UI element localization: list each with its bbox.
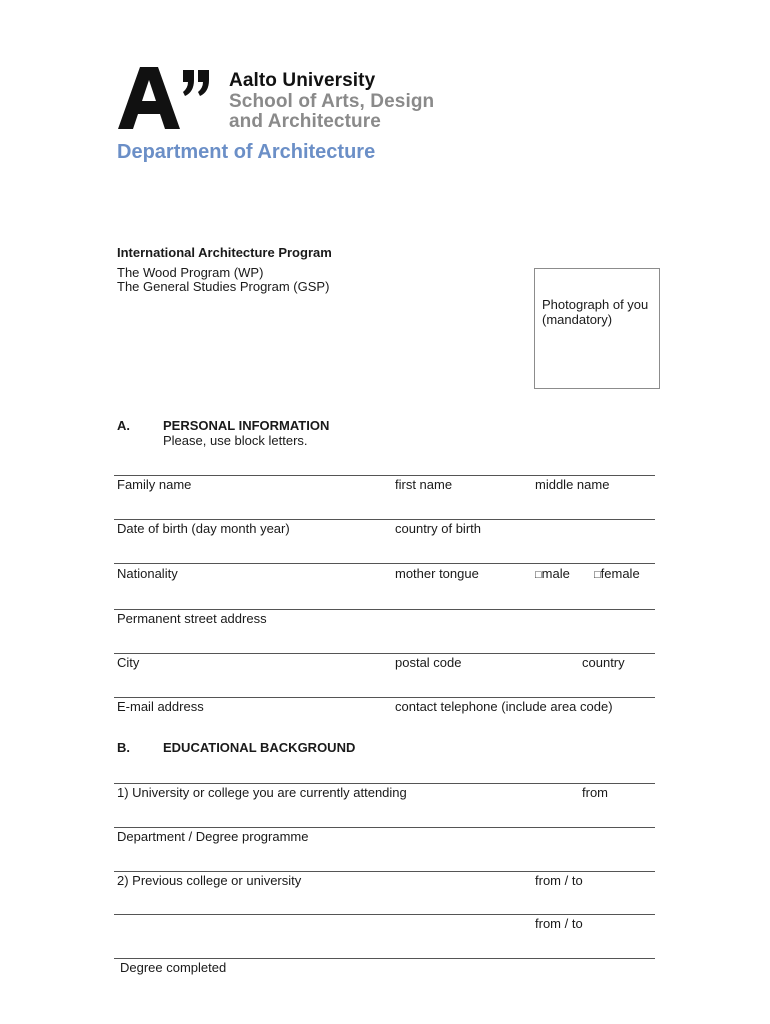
form-rule	[114, 914, 655, 915]
current-from-field[interactable]: from	[582, 785, 608, 800]
telephone-field[interactable]: contact telephone (include area code)	[395, 699, 613, 714]
email-field[interactable]: E-mail address	[117, 699, 204, 714]
program-title: International Architecture Program	[117, 245, 332, 260]
photo-mandatory-label: (mandatory)	[542, 312, 613, 327]
section-a-subtitle: Please, use block letters.	[163, 433, 308, 448]
date-of-birth-field[interactable]: Date of birth (day month year)	[117, 521, 290, 536]
form-rule	[114, 563, 655, 564]
department-title: Department of Architecture	[117, 141, 376, 163]
nationality-field[interactable]: Nationality	[117, 566, 178, 581]
country-field[interactable]: country	[582, 655, 625, 670]
family-name-field[interactable]: Family name	[117, 477, 192, 492]
section-b-title: EDUCATIONAL BACKGROUND	[163, 740, 356, 755]
middle-name-field[interactable]: middle name	[535, 477, 610, 492]
checkbox-icon[interactable]: □	[594, 569, 601, 581]
female-option[interactable]	[594, 566, 640, 581]
form-rule	[114, 783, 655, 784]
checkbox-icon[interactable]: □	[535, 569, 542, 581]
previous-from-to-field-2[interactable]: from / to	[535, 916, 583, 931]
male-option[interactable]	[535, 566, 570, 581]
previous-from-to-field[interactable]: from / to	[535, 873, 583, 888]
first-name-field[interactable]: first name	[395, 477, 453, 492]
degree-completed-field[interactable]: Degree completed	[120, 960, 227, 975]
form-rule	[114, 827, 655, 828]
previous-university-field[interactable]: 2) Previous college or university	[117, 873, 302, 888]
logo-quote-icon	[182, 70, 194, 96]
current-university-field[interactable]: 1) University or college you are currently attending	[117, 785, 407, 800]
form-rule	[114, 475, 655, 476]
postal-code-field[interactable]: postal code	[395, 655, 462, 670]
form-rule	[114, 958, 655, 959]
program-wood: The Wood Program (WP)	[117, 265, 264, 280]
logo-university-name: Aalto University	[229, 70, 376, 91]
section-b-letter: B.	[117, 740, 130, 755]
form-rule	[114, 871, 655, 872]
program-general-studies: The General Studies Program (GSP)	[117, 279, 330, 294]
section-a-title: PERSONAL INFORMATION	[163, 418, 330, 433]
city-field[interactable]: City	[117, 655, 140, 670]
form-rule	[114, 519, 655, 520]
photo-label: Photograph of you	[542, 297, 649, 312]
logo-school-name-cont: and Architecture	[229, 111, 381, 132]
department-degree-field[interactable]: Department / Degree programme	[117, 829, 309, 844]
logo-quote-icon	[197, 70, 209, 96]
section-a-letter: A.	[117, 418, 130, 433]
form-rule	[114, 653, 655, 654]
logo-school-name: School of Arts, Design	[229, 91, 435, 112]
aalto-logo-a-icon	[118, 67, 180, 129]
photo-box[interactable]	[534, 268, 660, 389]
mother-tongue-field[interactable]: mother tongue	[395, 566, 479, 581]
female-label: female	[600, 566, 640, 581]
form-rule	[114, 697, 655, 698]
photo-instructions	[542, 297, 648, 327]
male-label: male	[541, 566, 570, 581]
form-rule	[114, 609, 655, 610]
country-of-birth-field[interactable]: country of birth	[395, 521, 481, 536]
street-address-field[interactable]: Permanent street address	[117, 611, 267, 626]
